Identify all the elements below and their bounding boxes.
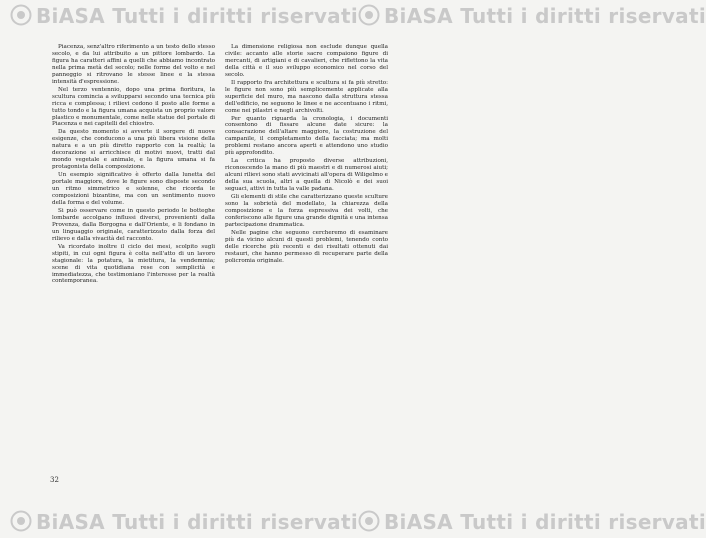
watermark-top xyxy=(0,4,706,28)
biasa-logo-icon xyxy=(358,4,380,26)
paragraph: Da questo momento si avverte il sorgere di nuove esigenze, che conducono a una più libera visione della natura e a un più diretto rapporto con la realtà; la decorazione si arricchisce di motivi nuovi, tratti dal mondo vegetale e animale, e la figura umana si fa protagonista della composizione. xyxy=(52,129,215,171)
column-left xyxy=(52,44,215,474)
column-right xyxy=(225,44,388,474)
watermark-text: BiASA Tutti i diritti riservati xyxy=(36,4,358,28)
watermark-item xyxy=(358,4,706,28)
text-columns xyxy=(52,44,388,474)
paragraph: Un esempio significativo è offerto dalla lunetta del portale maggiore, dove le figure sono disposte secondo un ritmo simmetrico e solenne, che ricorda le composizioni bizantine, ma con un sentimento nuovo della forma e del volume. xyxy=(52,172,215,206)
paragraph: Si può osservare come in questo periodo le botteghe lombarde accolgano influssi diversi, provenienti dalla Provenza, dalla Borgogna e dall'Oriente, e li fondano in un linguaggio originale, caratterizzato dalla forza del rilievo e dalla vivacità del racconto. xyxy=(52,207,215,242)
paragraph: Nelle pagine che seguono cercheremo di esaminare più da vicino alcuni di questi problemi, tenendo conto delle ricerche più recenti e dei risultati ottenuti dai restauri, che hanno permesso di recuperare parte della policromia originale. xyxy=(225,229,388,264)
paragraph: Nel terzo ventennio, dopo una prima fioritura, la scultura comincia a svilupparsi secondo una tecnica più ricca e complessa; i rilievi cedono il posto alle forme a tutto tondo e la figura umana acquista un proprio valore plastico e monumentale, come nelle statue del portale di Piacenza e nei capitelli del chiostro. xyxy=(52,86,215,128)
paragraph: La dimensione religiosa non esclude dunque quella civile: accanto alle storie sacre compaiono figure di mercanti, di artigiani e di cavalieri, che riflettono la vita della città e il suo sviluppo economico nel corso del secolo. xyxy=(225,44,388,78)
biasa-logo-icon xyxy=(10,510,32,532)
page-number: 32 xyxy=(50,476,59,484)
watermark-text: BiASA Tutti i diritti riservati xyxy=(36,510,358,534)
watermark-bottom xyxy=(0,510,706,534)
biasa-logo-icon xyxy=(10,4,32,26)
watermark-text: BiASA Tutti i diritti riservati xyxy=(384,510,706,534)
paragraph: Il rapporto fra architettura e scultura si fa più stretto: le figure non sono più semplicemente applicate alla superficie del muro, ma nascono dalla struttura stessa dell'edificio, ne seguono le linee e ne accentuano i ritmi, come nei pilastri e negli archivolti. xyxy=(225,79,388,114)
watermark-item xyxy=(10,4,358,28)
paragraph: Piacenza, senz'altro riferimento a un testo dello stesso secolo, e da lui attribuito a un pittore lombardo. La figura ha caratteri affini a quelli che abbiamo incontrato nella prima metà del secolo; nelle forme del volto e nel panneggio si ritrovano le stesse linee e la stessa intensità d'espressione. xyxy=(52,44,215,85)
watermark-item xyxy=(10,510,358,534)
watermark-item xyxy=(358,510,706,534)
paragraph: Gli elementi di stile che caratterizzano queste sculture sono la sobrietà del modellato, la chiarezza della composizione e la forza espressiva dei volti, che conferiscono alle figure una grande dignità e una intensa partecipazione drammatica. xyxy=(225,194,388,228)
paragraph: La critica ha proposto diverse attribuzioni, riconoscendo la mano di più maestri e di numerosi aiuti; alcuni rilievi sono stati avvicinati all'opera di Wiligelmo e della sua scuola, altri a quella di Nicolò e dei suoi seguaci, attivi in tutta la valle padana. xyxy=(225,158,388,193)
paragraph: Va ricordato inoltre il ciclo dei mesi, scolpito sugli stipiti, in cui ogni figura è colta nell'atto di un lavoro stagionale: la potatura, la mietitura, la vendemmia; scene di vita quotidiana rese con semplicità e immediatezza, che testimoniano l'interesse per la realtà contemporanea. xyxy=(52,243,215,285)
biasa-logo-icon xyxy=(358,510,380,532)
paragraph: Per quanto riguarda la cronologia, i documenti consentono di fissare alcune date sicure: la consacrazione dell'altare maggiore, la costruzione del campanile, il completamento della facciata; ma molti problemi restano ancora aperti e attendono uno studio più approfondito. xyxy=(225,115,388,157)
watermark-text: BiASA Tutti i diritti riservati xyxy=(384,4,706,28)
